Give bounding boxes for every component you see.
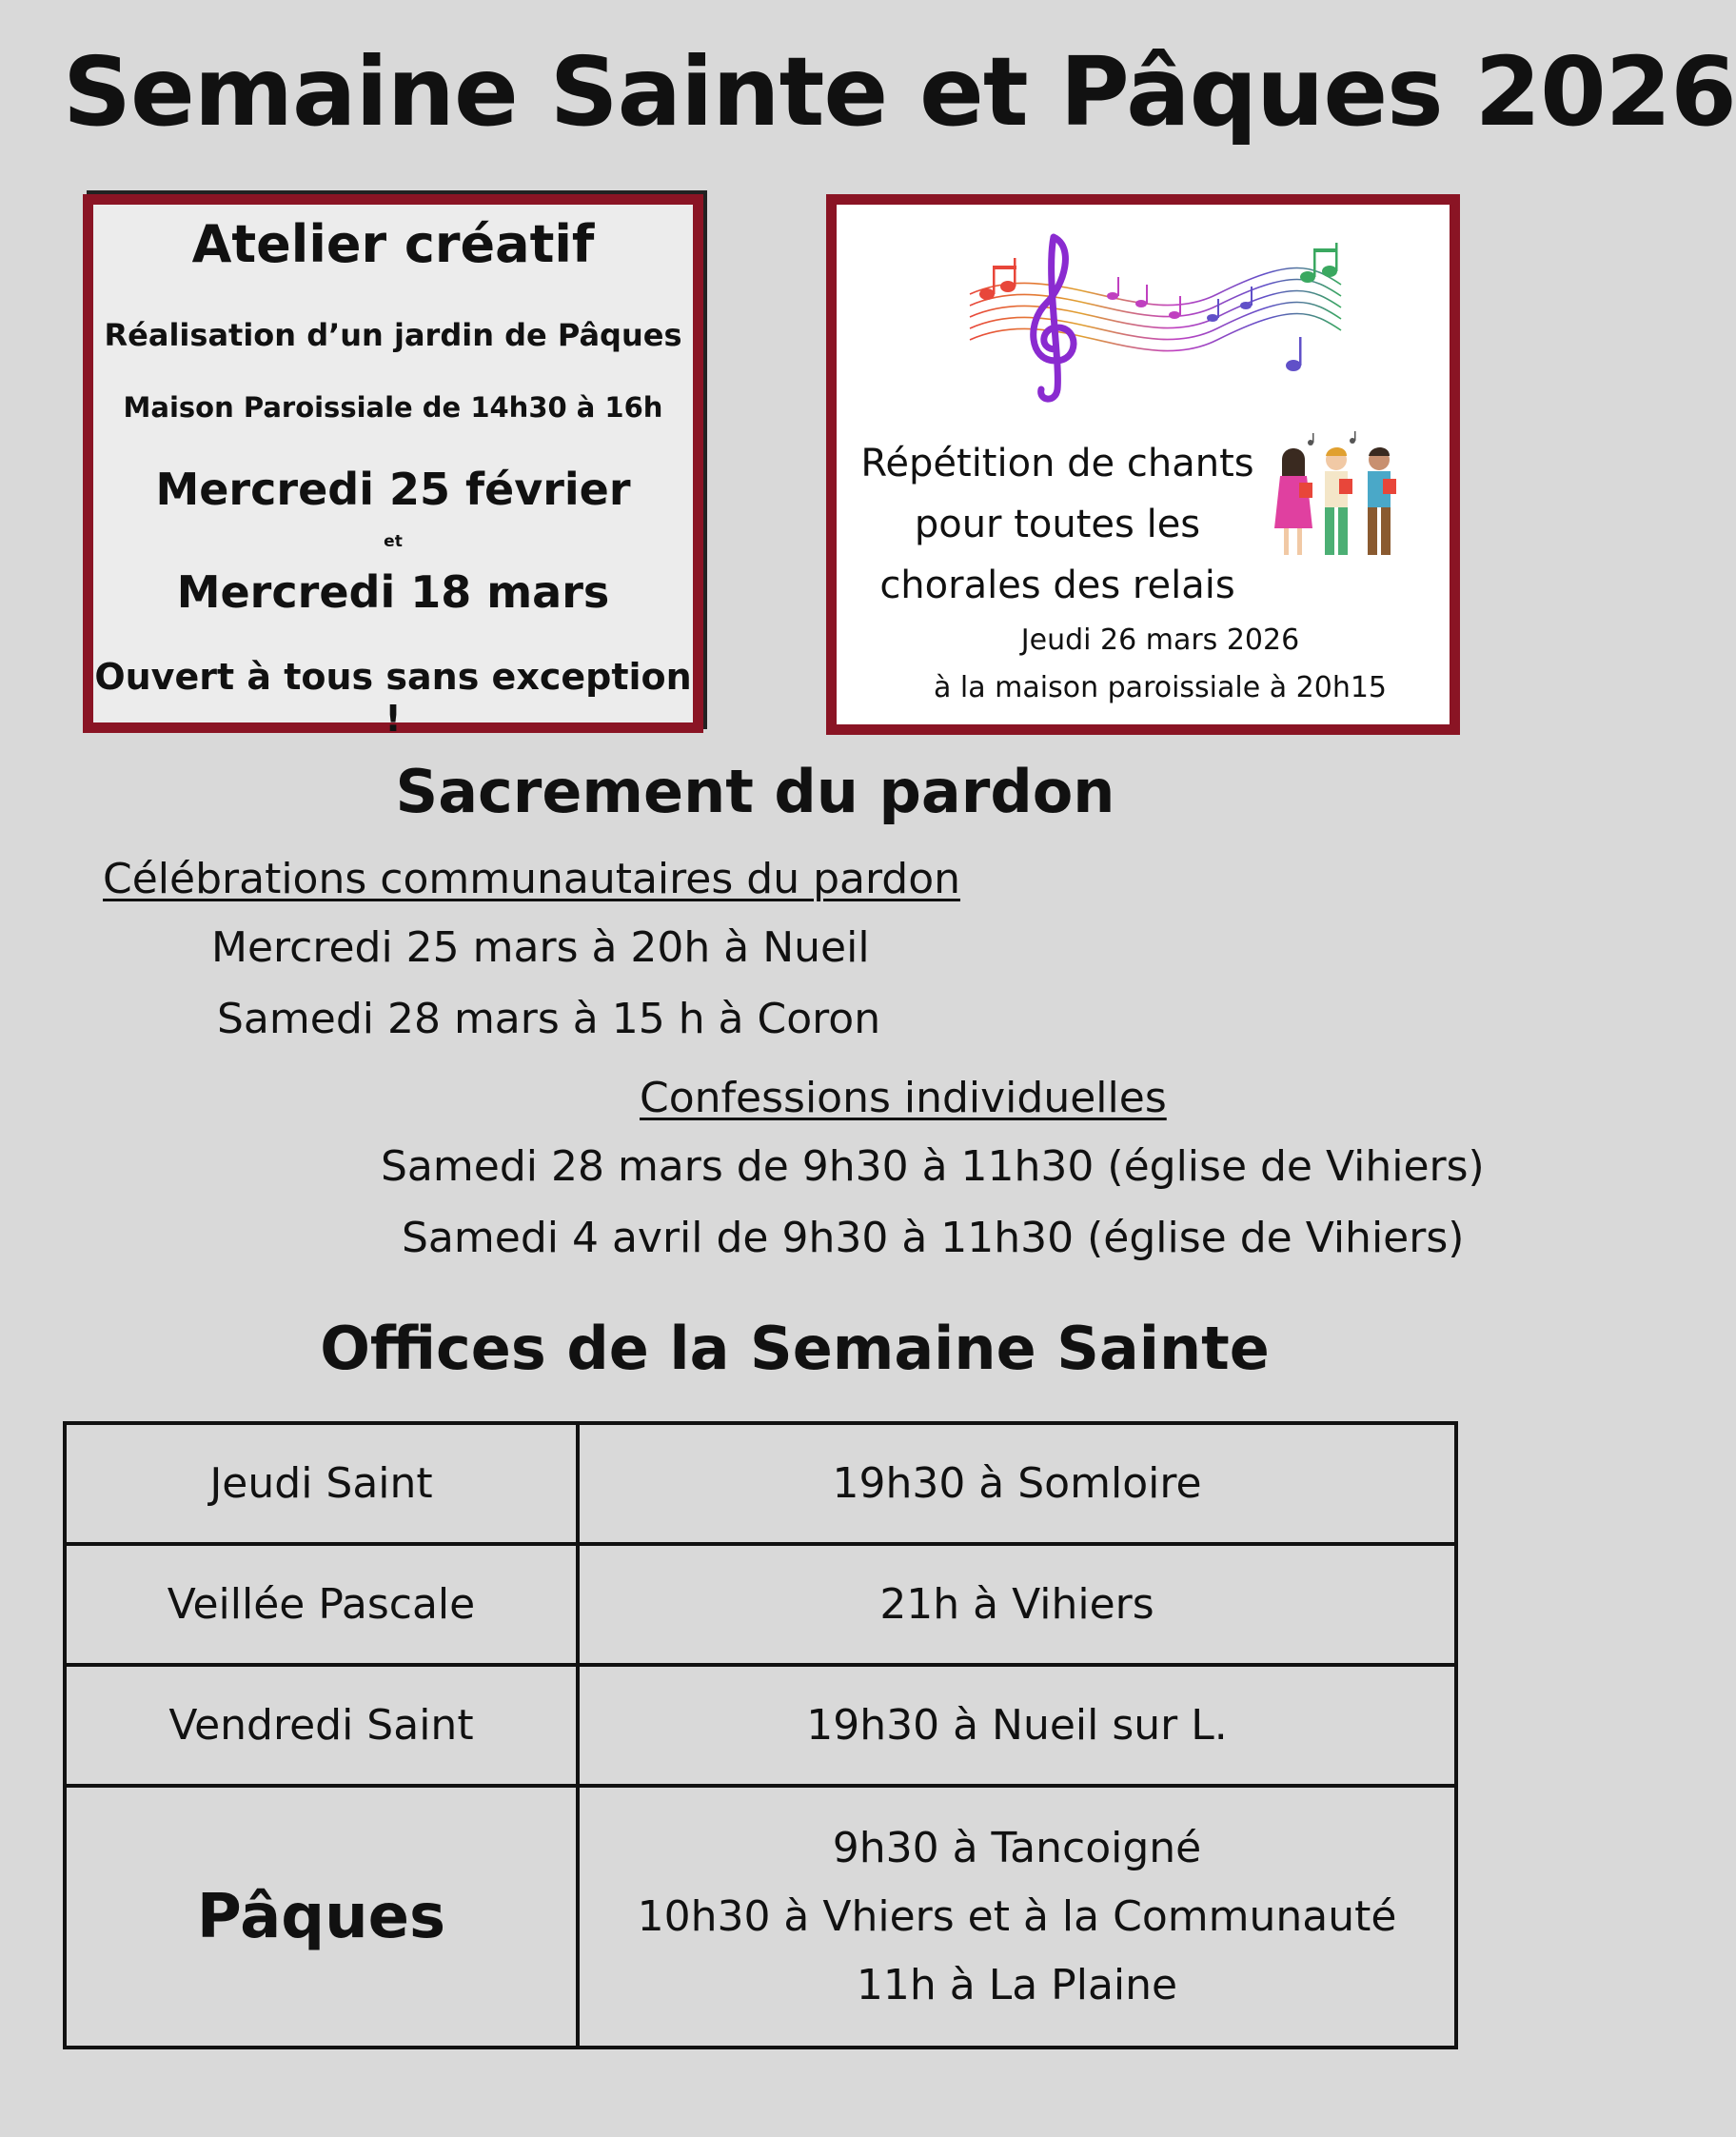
office-day: Pâques — [65, 1786, 578, 2048]
page-title: Semaine Sainte et Pâques 2026 — [63, 36, 1736, 148]
table-row — [65, 1786, 1456, 2048]
office-time: 19h30 à Somloire — [578, 1423, 1456, 1544]
atelier-connector: et — [384, 532, 403, 551]
office-time: 19h30 à Nueil sur L. — [578, 1665, 1456, 1786]
celebration-item: Mercredi 25 mars à 20h à Nueil — [211, 923, 870, 972]
treble-clef-icon — [1034, 237, 1074, 399]
office-time: 21h à Vihiers — [578, 1544, 1456, 1665]
offices-title: Offices de la Semaine Sainte — [320, 1314, 1270, 1383]
table-row — [65, 1544, 1456, 1665]
office-day: Jeudi Saint — [65, 1423, 578, 1544]
repetition-date: Jeudi 26 mars 2026 — [1020, 623, 1300, 657]
atelier-date-1: Mercredi 25 février — [155, 464, 631, 515]
confessions-heading: Confessions individuelles — [640, 1074, 1167, 1122]
repetition-box — [826, 194, 1460, 735]
office-day: Vendredi Saint — [65, 1665, 578, 1786]
repetition-line-1: Répétition de chants — [860, 442, 1254, 485]
office-times — [578, 1786, 1456, 2048]
office-time: 10h30 à Vhiers et à la Communauté — [637, 1891, 1397, 1941]
confession-item: Samedi 4 avril de 9h30 à 11h30 (église de Vihiers) — [402, 1214, 1465, 1262]
atelier-location-time: Maison Paroissiale de 14h30 à 16h — [123, 391, 663, 424]
celebrations-heading: Célébrations communautaires du pardon — [103, 855, 961, 903]
office-time: 11h à La Plaine — [856, 1960, 1178, 2009]
office-time: 9h30 à Tancoigné — [832, 1823, 1202, 1872]
offices-table — [63, 1421, 1458, 2049]
atelier-date-2: Mercredi 18 mars — [176, 566, 610, 618]
office-day: Veillée Pascale — [65, 1544, 578, 1665]
atelier-subtitle: Réalisation d’un jardin de Pâques — [104, 317, 682, 353]
music-staff-illustration — [970, 228, 1341, 408]
celebration-item: Samedi 28 mars à 15 h à Coron — [217, 995, 881, 1043]
sacrement-title: Sacrement du pardon — [395, 757, 1115, 826]
atelier-title: Atelier créatif — [191, 214, 595, 274]
table-row — [65, 1665, 1456, 1786]
repetition-place: à la maison paroissiale à 20h15 — [933, 671, 1388, 704]
atelier-box — [83, 194, 703, 740]
repetition-line-2: pour toutes les — [914, 503, 1201, 546]
repetition-line-3: chorales des relais — [879, 564, 1235, 607]
table-row — [65, 1423, 1456, 1544]
repetition-text — [858, 433, 1257, 616]
atelier-open-note: Ouvert à tous sans exception ! — [94, 656, 692, 740]
choir-singers-illustration — [1265, 433, 1408, 566]
confession-item: Samedi 28 mars de 9h30 à 11h30 (église de Vihiers) — [381, 1142, 1485, 1191]
